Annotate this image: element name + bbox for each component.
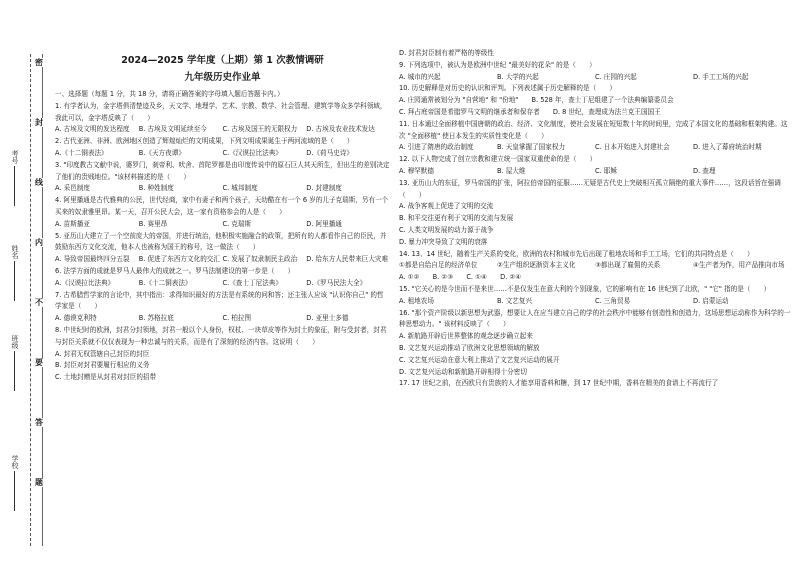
option-text: C. 古埃及国王的无限权力 xyxy=(222,125,298,134)
option-text: B. 天皇掌握了国家权力 xyxy=(497,143,566,152)
question-text: D. 封君封臣制有着严格的等级性 xyxy=(399,49,494,57)
question-text: 13. 亚历山大的东征，罗马帝国的扩张，阿拉伯帝国的征服……无疑是古代史上突破相互孤立隔绝的重大事件……，这段话旨在强调（ ） xyxy=(399,178,781,199)
info-field xyxy=(8,335,22,391)
option-text: A. 新航路开辟后世界整体的观念逐步确立起来 xyxy=(399,332,533,341)
option-text: A. 封君无权管辖自己封臣的封臣 xyxy=(55,349,150,358)
option-text: D. 进入了幕府统治时期 xyxy=(693,143,762,152)
seal-char: 封 xyxy=(35,118,43,127)
option-text: D. 亚里士多德 xyxy=(306,314,349,323)
option-text: D. 查理 xyxy=(693,166,716,175)
option-text: C.《查士丁尼法典》 xyxy=(222,278,282,287)
option-text: A. 城市的兴起 xyxy=(399,72,441,81)
option-text: D. 手工工场的兴起 xyxy=(693,72,749,81)
question-text: 15. "它关心的是今世而不是来世……不是仅发生在意大利的个别现象，它的影响有在 16 世纪到了北欧，" "它" 指的是（ ） xyxy=(399,284,771,293)
option-text: A. 采邑制度 xyxy=(55,184,90,193)
option-text: D.《罗马民法大全》 xyxy=(306,278,367,287)
option-text: D. 封建制度 xyxy=(306,184,342,193)
question-text: 9. 下列选项中，被认为是欧洲中世纪 "最美好的花朵" 的是（ ） xyxy=(399,60,596,69)
question-text: 8. 中世纪时的欧洲，封君分封领地，封君一般以个人身份，权杖、一块草皮等作为封土的象征，附与受封者，封君与封臣关系就不仅仅表现为一种忠诚与的关系，而是有了深刻的经济内容。这说明（ ） xyxy=(55,325,387,346)
question xyxy=(399,378,791,390)
question xyxy=(399,48,791,60)
question-text: 17. 17 世纪之前，在西欧只有贵族的人才能享用香料和糖，到 17 世纪中期，香料在精美的食谱上不再流行了 xyxy=(399,379,719,388)
question xyxy=(55,266,390,290)
question-options xyxy=(399,166,791,178)
question-options xyxy=(399,72,791,84)
question xyxy=(55,195,390,230)
question-text: 11. 日本通过全面移植中国唐朝的政治、经济、文化制度，使社会发展在短短数十年的时间里，完成了本国文化的基础和框架构建。这次 "全面移植" 使日本发生的实质性变化是（ ） xyxy=(399,119,788,140)
option-text: A. 穆罕默德 xyxy=(399,166,434,175)
option-text: B. 促进了东西方文化的交汇 xyxy=(138,255,220,264)
option-text: B. 封臣对封君要履行相应的义务 xyxy=(55,361,150,370)
question-options xyxy=(55,254,390,266)
question-options xyxy=(55,124,390,136)
seal-char: 答 xyxy=(35,418,43,427)
info-field-blank[interactable] xyxy=(14,261,16,301)
question xyxy=(399,178,791,249)
question-options xyxy=(399,331,791,378)
question-options xyxy=(55,183,390,195)
seal-char: 要 xyxy=(35,358,43,367)
question-text: 7. 古希腊哲学家的言论中，其中指出：求得知识最好的方法是有系统的问和答；还主张人应该 "认识你自己" 的哲学家是（ ） xyxy=(55,290,384,311)
question xyxy=(399,60,791,84)
option-text: A. 导致帝国最终四分五裂 xyxy=(55,255,130,264)
info-field xyxy=(8,455,22,511)
option-text: B.《十二铜表法》 xyxy=(138,278,192,287)
option-text: C. 拜占庭帝国是希腊罗马文明的继承者和保存者 D. 8 世纪，查理成为法兰克王国国王 xyxy=(399,107,661,116)
question xyxy=(55,101,390,136)
question-options xyxy=(55,148,390,160)
option-text: C. 文艺复兴运动在意大利上推动了文艺复兴运动的展开 xyxy=(399,355,560,364)
option-text: ①都是自给自足的经济单位 xyxy=(399,261,478,270)
option-text: A.《汉谟拉比法典》 xyxy=(55,278,115,287)
option-text: ④生产者为作，用产品推向市场 xyxy=(693,261,785,270)
option-text: C. 耶稣 xyxy=(595,166,617,175)
option-text: A. 租地农场 xyxy=(399,296,434,305)
question-options xyxy=(399,201,791,248)
right-question-list xyxy=(399,48,791,390)
question xyxy=(399,272,791,284)
binding-margin xyxy=(0,0,46,562)
option-text: A. 苗斯播亚 xyxy=(55,219,90,228)
option-text: D. 给东方人民带来巨大灾难 xyxy=(306,255,389,264)
option-text: D. 阿里播通 xyxy=(306,219,342,228)
question-options xyxy=(399,142,791,154)
question-text: 14. 13、14 世纪，随着生产关系的变化，欧洲的农村和城市先后出现了租地农场和手工工场，它们的共同特点是（ ） xyxy=(399,249,754,258)
option-text: B. 种姓制度 xyxy=(138,184,174,193)
info-field-label: 学校 xyxy=(11,455,19,469)
question-text: 3. "印度教古文献中说，婆罗门，刹帝利、吠舍、首陀罗都是由印度传说中的原石巨人其天所生，但出生的差别决定了他们的贵贱地位。"该材料描述的是（ ） xyxy=(55,160,390,181)
option-text: C. 土地封赠是从封君对封臣的招带 xyxy=(55,373,157,382)
question-text: 1. 有学者认为，金字塔俱清楚迹及乡，天文学、地理学、艺术、宗教、数学、社会管理、建筑学等众多学科领域，我此可以，金字塔反映了（ ） xyxy=(55,101,387,122)
option-text: A. 德谟克利特 xyxy=(55,314,97,323)
option-text: D. 古埃及农业技术发达 xyxy=(306,125,375,134)
question-text: A. ①② B. ②③ C. ①④ D. ②④ xyxy=(399,273,522,282)
question-text: 2. 古代亚洲、非洲、欧洲地区创造了辉煌灿烂的文明成果，下列文明成果诞生于两河流域的是（ ） xyxy=(55,137,354,146)
info-field-label: 班级 xyxy=(11,335,19,349)
question-options xyxy=(399,260,791,272)
info-field-blank[interactable] xyxy=(14,166,16,206)
question-text: 10. 历史解释是对历史的认识和评判。下列表述属于历史解释的是（ ） xyxy=(399,84,616,93)
question xyxy=(55,231,390,266)
seal-char: 线 xyxy=(35,178,43,187)
page-title: 2024—2025 学年度（上期）第 1 次教情调研 xyxy=(121,55,324,66)
question xyxy=(399,119,791,154)
seal-dashed-line xyxy=(30,54,31,546)
left-question-list xyxy=(55,101,390,384)
option-text: B. 古埃及文明延续至今 xyxy=(138,125,207,134)
question-text: 16. "那个资产阶级以新思想为武器，想要让人在应当建立自己的学的社会秩序中能够有创造性和创造力，这场思想运动称作为科学的一种思想动力。" 该材料反映了（ ） xyxy=(399,308,791,329)
option-text: C. 城邦制度 xyxy=(222,184,258,193)
question xyxy=(399,308,791,379)
question-options xyxy=(55,349,390,384)
option-text: B. 文艺复兴运动推动了欧洲文化思想领域的解放 xyxy=(399,343,540,352)
right-column xyxy=(399,48,791,390)
info-field-blank[interactable] xyxy=(14,471,16,511)
question-text: 12. 以下人物完成了创立宗教和建立统一国家双重使命的是（ ） xyxy=(399,155,597,164)
option-text: D.《荷马史诗》 xyxy=(306,148,353,157)
option-text: ③都出现了雇佣的关系 xyxy=(595,261,661,270)
option-text: B. 屋大维 xyxy=(497,166,526,175)
info-field-label: 姓名 xyxy=(11,245,19,259)
option-text: D. 暴力冲突导致了文明的衰落 xyxy=(399,237,488,246)
option-text: B. 赛里昂 xyxy=(138,219,168,228)
info-field xyxy=(8,150,22,206)
option-text: ②生产组织逐渐资本主义化 xyxy=(497,261,576,270)
page-subtitle: 九年级历史作业单 xyxy=(184,72,261,83)
option-text: C. 三角贸易 xyxy=(595,296,631,305)
option-text: C. 日本开始进入封建社会 xyxy=(595,143,670,152)
option-text: B. 文艺复兴 xyxy=(497,296,533,305)
section-heading: 一、选择题（每题 1 分，共 18 分，请将正确答案的字母填入题后答题卡内。） xyxy=(55,90,284,98)
question-options xyxy=(55,313,390,325)
question xyxy=(55,160,390,195)
option-text: A. 庄园通常被划分为 "自营地" 和 "份地" B. 528 年，查士丁尼组建了一个法典编纂委员会 xyxy=(399,96,674,105)
option-text: B. 苏格拉底 xyxy=(138,314,174,323)
seal-char: 密 xyxy=(35,58,43,67)
question-text: 6. 法学方面的成就是罗马人最伟大的成就之一。罗马法制建设的第一步是（ ） xyxy=(55,266,295,275)
seal-char: 不 xyxy=(35,298,43,307)
question xyxy=(399,249,791,273)
question-text: 4. 阿里播通是古代雅典的公民，世代经商，家中有妻子和两个孩子，天幼酷在有一个 6 岁的儿子克瑞斯，另有一个买来的奴隶雅里昂。某一天，召开公民大会，这一家有资格参会的人是（ ） xyxy=(55,196,389,216)
question-options xyxy=(55,219,390,231)
option-text: C. 克瑞斯 xyxy=(222,219,252,228)
question xyxy=(55,325,390,384)
info-field xyxy=(8,245,22,301)
option-text: C. 庄园的兴起 xyxy=(595,72,637,81)
option-text: B.《天方夜谭》 xyxy=(138,148,185,157)
option-text: A. 古埃及文明的发达程度 xyxy=(55,125,130,134)
question-options xyxy=(399,95,791,119)
option-text: C. 人类文明发展的动力源于战争 xyxy=(399,225,494,234)
question-text: 5. 亚历山大建立了一个空前庞大的帝国，并进行统治，他积极实施融合的政策，把所有的人都看作自己的臣民，并鼓励东西方文化交流，他本人也被称为国王的称号，这一做法（ ） xyxy=(55,231,387,252)
info-field-blank[interactable] xyxy=(14,351,16,391)
question xyxy=(55,136,390,160)
option-text: C.《汉谟拉比法典》 xyxy=(222,148,282,157)
seal-char: 题 xyxy=(35,478,43,487)
option-text: A. 战争客观上促进了文明的交流 xyxy=(399,202,494,211)
option-text: D. 启蒙运动 xyxy=(693,296,729,305)
option-text: B. 大学的兴起 xyxy=(497,72,539,81)
question xyxy=(399,284,791,308)
question-options xyxy=(55,278,390,290)
option-text: D. 文艺复兴运动和新航路开辟相得十分密切 xyxy=(399,367,527,376)
option-text: C. 发展了奴隶制民主政治 xyxy=(222,255,298,264)
question xyxy=(399,154,791,178)
option-text: B. 和平交往更有利于文明的交流与发展 xyxy=(399,214,514,223)
option-text: A. 引进了隋唐的政治制度 xyxy=(399,143,474,152)
question xyxy=(399,83,791,118)
question-options xyxy=(399,296,791,308)
option-text: A.《十二铜表法》 xyxy=(55,148,108,157)
option-text: C. 柏拉图 xyxy=(222,314,252,323)
left-column xyxy=(55,48,390,384)
question xyxy=(55,290,390,325)
seal-char: 内 xyxy=(35,238,43,247)
info-field-label: 考号 xyxy=(11,150,19,164)
